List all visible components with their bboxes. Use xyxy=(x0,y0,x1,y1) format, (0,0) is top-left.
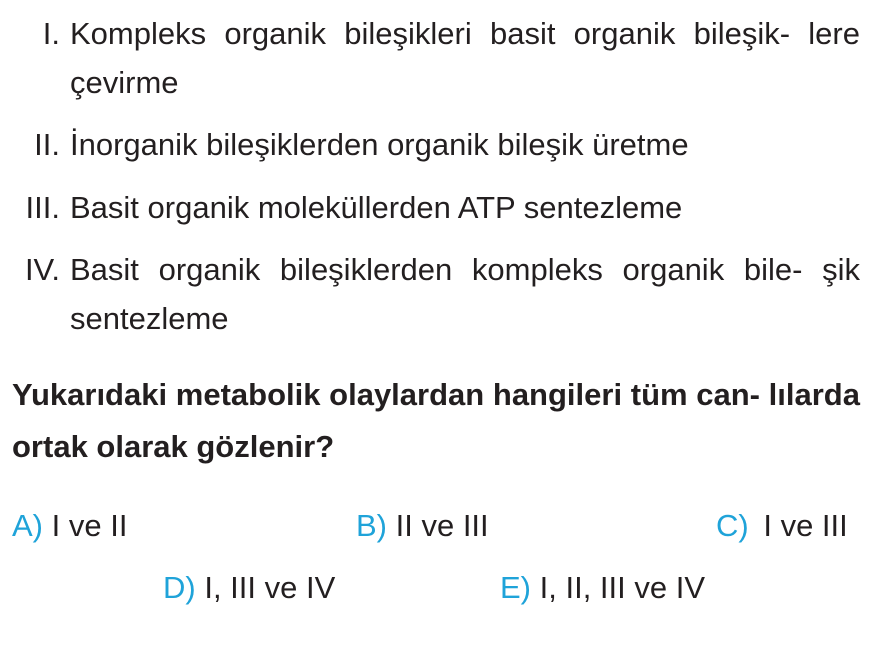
option-a[interactable] xyxy=(12,508,127,544)
statement-number: I. xyxy=(42,16,60,51)
option-c[interactable] xyxy=(716,508,848,544)
option-text: I, III ve IV xyxy=(204,570,336,605)
option-text: II ve III xyxy=(395,508,489,543)
option-letter: B) xyxy=(356,508,387,543)
option-letter: E) xyxy=(500,570,531,605)
statement-text: Kompleks organik bileşikleri basit organik bileşik- lere çevirme xyxy=(70,16,860,100)
option-b[interactable] xyxy=(356,508,489,544)
statement-text: Basit organik moleküllerden ATP sentezleme xyxy=(70,190,683,225)
statement-text: İnorganik bileşiklerden organik bileşik üretme xyxy=(70,127,689,162)
statement-text: Basit organik bileşiklerden kompleks organik bile- şik sentezleme xyxy=(70,252,860,336)
option-letter: A) xyxy=(12,508,43,543)
option-text: I ve II xyxy=(51,508,128,543)
statement-number: III. xyxy=(25,190,60,225)
option-text: I, II, III ve IV xyxy=(539,570,706,605)
option-letter: D) xyxy=(163,570,196,605)
option-d[interactable] xyxy=(163,570,335,606)
statement-number: IV. xyxy=(24,252,60,287)
question-text: Yukarıdaki metabolik olaylardan hangileri tüm can- lılarda ortak olarak gözlenir? xyxy=(12,377,860,464)
option-letter: C) xyxy=(716,508,749,543)
statement-number: II. xyxy=(34,127,60,162)
option-e[interactable] xyxy=(500,570,705,606)
option-text: I ve III xyxy=(763,508,848,543)
